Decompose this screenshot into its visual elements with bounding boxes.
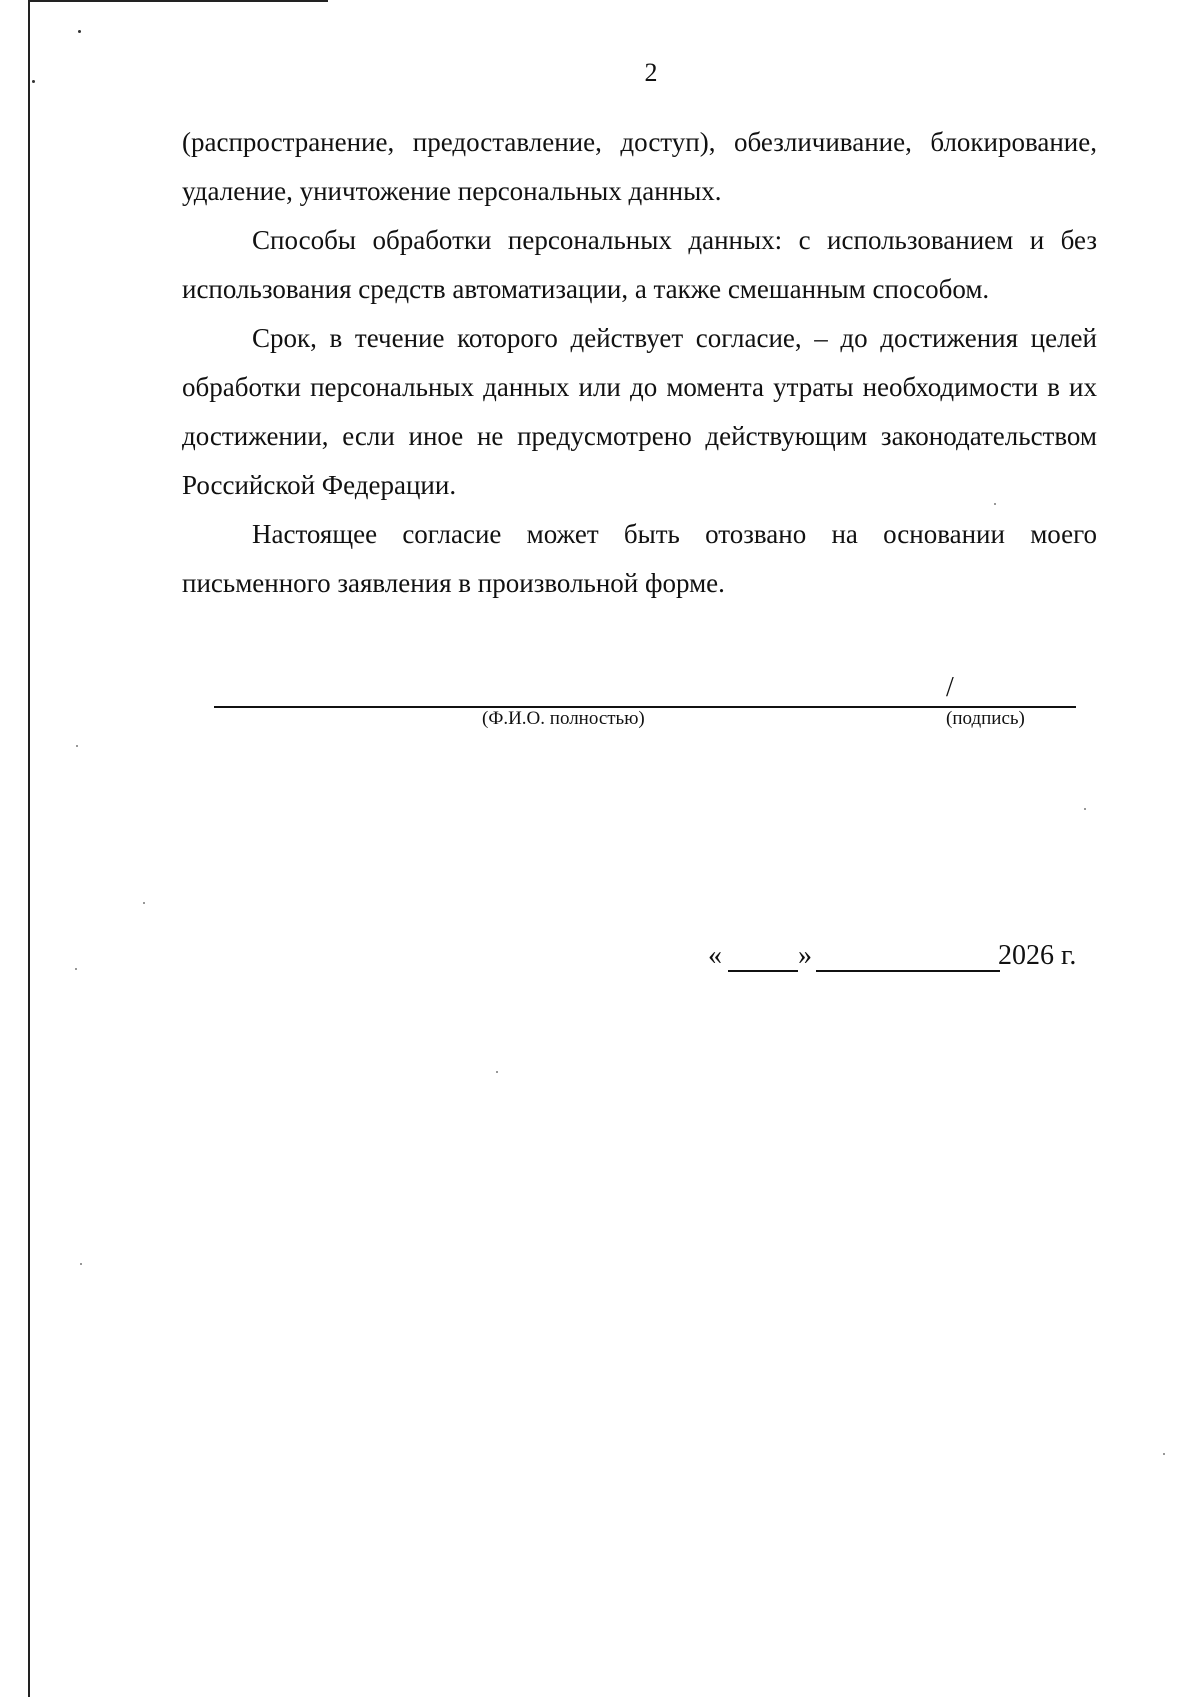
date-field bbox=[708, 938, 1088, 978]
date-close-quote: » bbox=[798, 940, 812, 971]
month-blank[interactable] bbox=[816, 940, 1000, 972]
scan-speck bbox=[76, 745, 78, 747]
body-paragraph bbox=[182, 510, 1097, 608]
body-paragraph bbox=[182, 118, 1097, 216]
scan-edge-left bbox=[28, 0, 30, 1697]
body-paragraph bbox=[182, 216, 1097, 314]
scan-speck bbox=[496, 1071, 498, 1073]
paragraph-processing-actions: (распространение, предоставление, доступ), обезличивание, блокирование, удаление, уничтожение персональных данных. bbox=[182, 127, 1097, 206]
page-number: 2 bbox=[644, 58, 658, 87]
scan-speck bbox=[80, 1263, 82, 1265]
scan-speck bbox=[143, 902, 145, 904]
date-year: 2026 г. bbox=[998, 940, 1077, 971]
scan-speck bbox=[1163, 1453, 1165, 1455]
day-blank[interactable] bbox=[728, 940, 798, 972]
scan-edge-top bbox=[28, 0, 328, 2]
fio-caption: (Ф.И.О. полностью) bbox=[482, 708, 645, 729]
paragraph-consent-revocation: Настоящее согласие может быть отозвано на основании моего письменного заявления в произвольной форме. bbox=[182, 519, 1097, 598]
date-open-quote: « bbox=[708, 940, 722, 971]
signature-caption: (подпись) bbox=[946, 708, 1025, 729]
signature-separator: / bbox=[946, 672, 954, 703]
paragraph-processing-methods: Способы обработки персональных данных: с использованием и без использования средств автоматизации, а также смешанным способом. bbox=[182, 225, 1097, 304]
scan-speck bbox=[75, 968, 77, 970]
paragraph-consent-term: Срок, в течение которого действует согласие, – до достижения целей обработки персональных данных или до момента утраты необходимости в их достижении, если иное не предусмотрено действующим законодательством Российской Федерации. bbox=[182, 323, 1097, 500]
body-paragraph bbox=[182, 314, 1097, 510]
scan-speck bbox=[78, 30, 81, 33]
scan-speck bbox=[1084, 808, 1086, 810]
